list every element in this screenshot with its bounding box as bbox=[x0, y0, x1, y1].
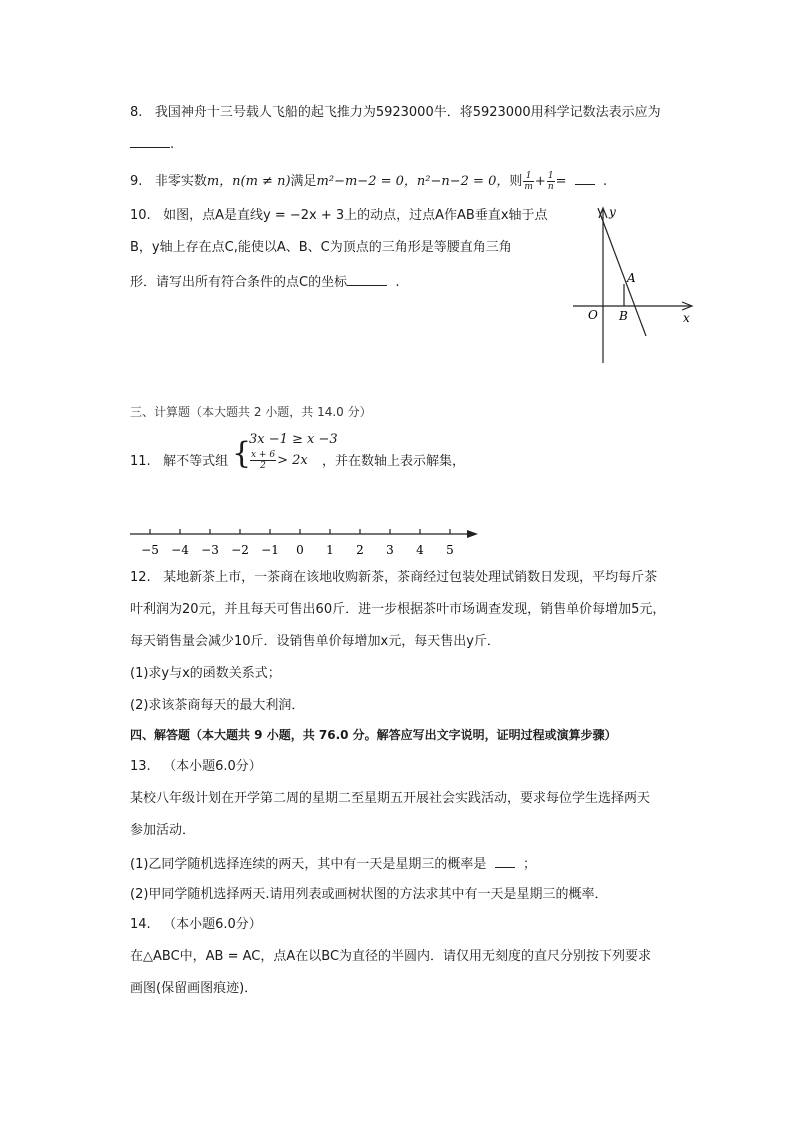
number-line-tick-label: −5 bbox=[141, 543, 159, 557]
q10-line2 bbox=[130, 238, 512, 258]
q8-answer-blank bbox=[130, 133, 170, 148]
q14-number: 14. bbox=[130, 917, 151, 932]
number-line-tick-label: −4 bbox=[171, 543, 189, 557]
q13-sub1 bbox=[130, 853, 536, 875]
q13-number: 13. bbox=[130, 759, 151, 774]
q13-sub-2: (2)甲同学随机选择两天.请用列表或画树状图的方法求其中有一天是星期三的概率． bbox=[130, 887, 608, 902]
q8-end: . bbox=[170, 137, 175, 152]
q9-mid: 满足 bbox=[290, 174, 317, 189]
section-3-title: 三、计算题（本大题共 2 小题，共 14.0 分） bbox=[130, 405, 372, 419]
q10-point-b-label: B bbox=[619, 309, 628, 323]
q9-answer-blank bbox=[575, 170, 595, 185]
q10-origin-label: O bbox=[588, 308, 598, 322]
q13-sub2 bbox=[130, 885, 608, 905]
number-line-tick-label: 0 bbox=[296, 543, 304, 557]
q10-end: . bbox=[395, 275, 400, 290]
q13-text-2: 参加活动． bbox=[130, 823, 196, 838]
section-3-heading bbox=[130, 402, 372, 422]
q12-sub2 bbox=[130, 696, 304, 716]
q11-brace: { bbox=[232, 436, 252, 471]
q12-line3 bbox=[130, 632, 500, 652]
q11-inequality-2: $\frac{x + 6}{2}$ > 2x bbox=[251, 450, 308, 471]
q12-text-2: 叶利润为20元，并且每天可售出60斤．进一步根据茶叶市场调查发现，销售单价每增加5元， bbox=[130, 602, 666, 617]
q11-fraction: $\frac{x + 6}{2}$ bbox=[251, 450, 276, 471]
number-line-tick-label: −3 bbox=[201, 543, 219, 557]
q10-answer-blank bbox=[347, 271, 387, 286]
q12-number: 12. bbox=[130, 570, 151, 585]
q13-line2 bbox=[130, 821, 195, 841]
q13-answer-blank bbox=[495, 853, 515, 868]
q14-line2 bbox=[130, 979, 257, 999]
number-line-tick-label: −1 bbox=[261, 543, 279, 557]
number-line-tick-label: 5 bbox=[446, 543, 454, 557]
q8-line2 bbox=[130, 133, 174, 155]
q12-text-1: 某地新茶上市，一茶商在该地收购新茶，茶商经过包装处理试销数日发现，平均每斤茶 bbox=[163, 570, 658, 585]
q14-header bbox=[130, 915, 262, 935]
q12-sub1 bbox=[130, 664, 281, 684]
section-4-heading bbox=[130, 725, 617, 745]
q9-frac-1n: $\frac{1}{n}$ bbox=[547, 171, 554, 192]
number-line-arrow bbox=[467, 530, 478, 538]
q9-frac-1m: $\frac{1}{m}$ bbox=[524, 171, 533, 192]
section-4-title: 四、解答题（本大题共 9 小题，共 76.0 分。解答应写出文字说明，证明过程或演算步骤） bbox=[130, 728, 617, 742]
q10-coordinate-figure bbox=[568, 200, 698, 368]
q8-text: 我国神舟十三号载人飞船的起飞推力为5923000牛．将5923000用科学记数法表示应为 bbox=[154, 105, 661, 120]
q14-line1 bbox=[130, 947, 651, 967]
q13-score: （本小题6.0分） bbox=[163, 759, 262, 774]
q11-inequality-1: 3x −1 ≥ x −3 bbox=[249, 432, 338, 447]
number-line-tick-label: 1 bbox=[326, 543, 334, 557]
q9-number: 9. bbox=[130, 174, 143, 189]
q12-text-3: 每天销售量会减少10斤．设销售单价每增加x元，每天售出y斤． bbox=[130, 634, 500, 649]
q10-text-2: B，y轴上存在点C,能使以A、B、C为顶点的三角形是等腰直角三角 bbox=[130, 240, 512, 255]
q10-line3 bbox=[130, 271, 399, 293]
q12-sub-2: (2)求该茶商每天的最大利润． bbox=[130, 698, 305, 713]
q8-number: 8. bbox=[130, 105, 143, 120]
q13-header bbox=[130, 757, 262, 777]
q13-sub-1: (1)乙同学随机选择连续的两天，其中有一天是星期三的概率是 bbox=[130, 857, 487, 872]
q11-post: ，并在数轴上表示解集， bbox=[322, 454, 466, 469]
q10-text-3: 形．请写出所有符合条件的点C的坐标 bbox=[130, 275, 348, 290]
number-line-tick-label: 2 bbox=[356, 543, 364, 557]
q10-line1 bbox=[130, 206, 548, 226]
number-line-tick-label: 4 bbox=[416, 543, 424, 557]
q11-number-line bbox=[125, 522, 485, 562]
q13-text-1: 某校八年级计划在开学第二周的星期二至星期五开展社会实践活动，要求每位学生选择两天 bbox=[130, 791, 651, 806]
q14-score: （本小题6.0分） bbox=[163, 917, 262, 932]
q10-point-a-label: A bbox=[627, 271, 636, 285]
q9-pre: 非零实数 bbox=[154, 174, 207, 189]
q10-x-label: x bbox=[683, 311, 690, 325]
q12-line1 bbox=[130, 568, 657, 588]
q11-number-pre bbox=[130, 450, 228, 469]
q9-line bbox=[130, 170, 607, 192]
q9-vars: m，n(m ≠ n) bbox=[206, 174, 291, 189]
q8-line1 bbox=[130, 103, 661, 123]
q9-then: 则 bbox=[509, 174, 523, 189]
q13-sub-1-end: ； bbox=[522, 857, 536, 872]
q13-line1 bbox=[130, 789, 650, 809]
q9-equations: m²−m−2 = 0，n²−n−2 = 0， bbox=[316, 174, 510, 189]
q12-sub-1: (1)求y与x的函数关系式； bbox=[130, 666, 281, 681]
q9-end: . bbox=[603, 174, 608, 189]
number-line-tick-label: −2 bbox=[231, 543, 249, 557]
q10-number: 10. bbox=[130, 208, 151, 223]
q9-equals: = bbox=[555, 174, 567, 189]
q14-text-2: 画图(保留画图痕迹)． bbox=[130, 981, 258, 996]
number-line-tick-label: 3 bbox=[386, 543, 394, 557]
q12-line2 bbox=[130, 600, 665, 620]
q10-text-1: 如图，点A是直线y = −2x + 3上的动点，过点A作AB垂直x轴于点 bbox=[163, 208, 548, 223]
q9-plus: + bbox=[534, 174, 546, 189]
q14-text-1: 在△ABC中，AB = AC，点A在以BC为直径的半圆内．请仅用无刻度的直尺分别按下列要求 bbox=[130, 949, 652, 964]
q11-number: 11. bbox=[130, 454, 151, 469]
q10-y-label: y bbox=[609, 205, 616, 219]
q11-pre: 解不等式组 bbox=[163, 454, 229, 469]
